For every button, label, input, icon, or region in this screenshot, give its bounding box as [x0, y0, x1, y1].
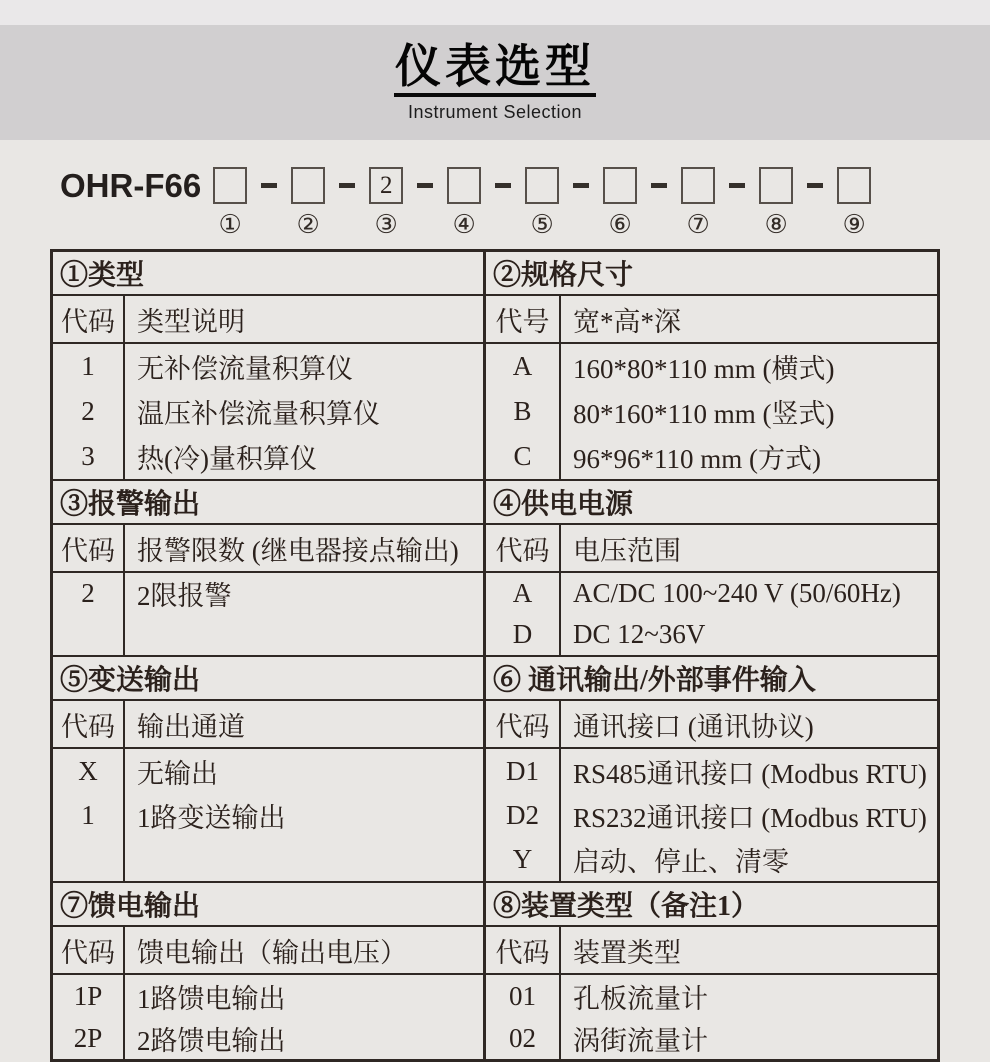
title-banner	[0, 25, 990, 140]
desc-cell: 1路馈电输出	[137, 983, 286, 1014]
desc-column-header: 报警限数 (继电器接点输出)	[137, 535, 459, 566]
code-column-header: 代码	[61, 937, 115, 968]
slot-marker-3: ③	[374, 210, 398, 240]
desc-column-header: 装置类型	[573, 937, 681, 968]
dash-separator	[637, 167, 681, 204]
code-column-header: 代码	[61, 306, 115, 337]
desc-column-header: 通讯接口 (通讯协议)	[573, 711, 814, 742]
section-title: ⑤变送输出	[60, 665, 201, 696]
slot-marker-8: ⑧	[764, 210, 788, 240]
slot-marker-4: ④	[452, 210, 476, 240]
model-prefix: OHR-F66	[60, 167, 202, 204]
code-column-header: 代码	[61, 711, 115, 742]
data-row-3-4	[53, 573, 937, 657]
desc-cell: 80*160*110 mm (竖式)	[573, 399, 835, 429]
desc-cell: 2限报警	[137, 581, 232, 611]
desc-cell: RS232通讯接口 (Modbus RTU)	[573, 802, 927, 833]
section-title: ⑧装置类型（备注1）	[493, 891, 760, 922]
section-header-row-1-2	[53, 252, 937, 296]
section-1-data	[53, 344, 483, 479]
section-5-column-headers	[53, 701, 483, 747]
code-box-5	[525, 167, 559, 204]
model-code-slot-9	[837, 167, 871, 239]
section-7-column-headers	[53, 927, 483, 973]
code-box-8	[759, 167, 793, 204]
section-header-row-3-4	[53, 481, 937, 525]
code-cell: B	[513, 396, 532, 426]
model-code-slot-1	[213, 167, 247, 239]
column-header-row-3-4	[53, 525, 937, 573]
section-8-column-headers	[486, 927, 937, 973]
code-column-header: 代码	[61, 535, 115, 566]
code-column-header: 代号	[495, 306, 550, 337]
desc-cell: 96*96*110 mm (方式)	[573, 444, 821, 474]
section-title: ③报警输出	[60, 489, 201, 520]
desc-cell: 160*80*110 mm (横式)	[573, 354, 835, 384]
desc-cell: 涡街流量计	[573, 1025, 708, 1056]
section-1-column-headers	[53, 296, 483, 342]
dash-separator	[325, 167, 369, 204]
code-cell: A	[512, 578, 533, 608]
desc-cell: 无补偿流量积算仪	[137, 354, 353, 384]
slot-marker-2: ②	[296, 210, 320, 240]
section-title: ①类型	[60, 260, 145, 291]
section-2-column-headers	[486, 296, 937, 342]
slot-marker-5: ⑤	[530, 210, 554, 240]
dash-separator	[403, 167, 447, 204]
section-2-header	[486, 252, 937, 294]
section-3-data	[53, 573, 483, 655]
section-title: ②规格尺寸	[493, 260, 634, 291]
dash-separator	[481, 167, 525, 204]
dash-separator	[247, 167, 291, 204]
slot-marker-9: ⑨	[842, 210, 866, 240]
section-7-data	[53, 975, 483, 1059]
desc-cell: 2路馈电输出	[137, 1025, 286, 1056]
desc-column-header: 宽*高*深	[573, 306, 681, 337]
slot-marker-1: ①	[218, 210, 242, 240]
desc-cell: 热(冷)量积算仪	[137, 444, 317, 474]
model-code-slot-2	[291, 167, 325, 239]
code-cell: D	[512, 619, 533, 649]
desc-column-header: 类型说明	[137, 306, 245, 337]
code-box-9	[837, 167, 871, 204]
code-cell: 01	[509, 980, 536, 1011]
code-cell: D1	[506, 755, 539, 786]
code-column-header: 代码	[495, 937, 550, 968]
desc-cell: RS485通讯接口 (Modbus RTU)	[573, 758, 927, 789]
desc-cell: 温压补偿流量积算仪	[137, 399, 380, 429]
section-7-header	[53, 883, 483, 925]
top-margin-strip	[0, 0, 990, 25]
dash-separator	[715, 167, 759, 204]
code-box-2	[291, 167, 325, 204]
section-title: ④供电电源	[493, 489, 634, 520]
column-header-row-1-2	[53, 296, 937, 344]
section-3-header	[53, 481, 483, 523]
slot-marker-6: ⑥	[608, 210, 632, 240]
section-4-column-headers	[486, 525, 937, 571]
section-6-column-headers	[486, 701, 937, 747]
desc-cell: 1路变送输出	[137, 802, 286, 833]
model-code-slot-8	[759, 167, 793, 239]
section-title: ⑦馈电输出	[60, 891, 201, 922]
column-header-row-5-6	[53, 701, 937, 749]
code-box-1	[213, 167, 247, 204]
page-subtitle: Instrument Selection	[407, 102, 583, 122]
code-box-3: 2	[369, 167, 403, 204]
model-code-slot-7	[681, 167, 715, 239]
code-cell: Y	[512, 843, 533, 874]
section-5-header	[53, 657, 483, 699]
model-code-slot-3	[369, 167, 403, 239]
code-box-6	[603, 167, 637, 204]
code-cell: 3	[81, 441, 95, 471]
code-cell: 2	[81, 578, 95, 608]
section-8-header	[486, 883, 937, 925]
desc-column-header: 馈电输出（输出电压）	[137, 937, 407, 968]
slot-marker-7: ⑦	[686, 210, 710, 240]
data-row-7-8	[53, 975, 937, 1059]
desc-column-header: 电压范围	[573, 535, 681, 566]
section-header-row-5-6	[53, 657, 937, 701]
code-cell: C	[513, 441, 532, 471]
model-code-slot-4	[447, 167, 481, 239]
code-box-4	[447, 167, 481, 204]
desc-column-header: 输出通道	[137, 711, 245, 742]
model-code-line	[60, 167, 990, 239]
section-5-data	[53, 749, 483, 881]
column-header-row-7-8	[53, 927, 937, 975]
data-row-1-2	[53, 344, 937, 481]
desc-cell: DC 12~36V	[573, 619, 706, 649]
code-cell: X	[78, 755, 98, 786]
code-cell: 1P	[73, 980, 103, 1011]
section-6-header	[486, 657, 937, 699]
section-1-header	[53, 252, 483, 294]
selection-table	[50, 249, 940, 1062]
desc-cell: AC/DC 100~240 V (50/60Hz)	[573, 578, 901, 608]
code-column-header: 代码	[495, 535, 550, 566]
section-6-data	[486, 749, 937, 881]
code-cell: 2P	[73, 1022, 103, 1053]
code-cell: D2	[506, 799, 539, 830]
section-3-column-headers	[53, 525, 483, 571]
section-4-data	[486, 573, 937, 655]
code-column-header: 代码	[495, 711, 550, 742]
section-title: ⑥ 通讯输出/外部事件输入	[493, 665, 816, 696]
dash-separator	[793, 167, 837, 204]
section-header-row-7-8	[53, 883, 937, 927]
code-cell: 1	[81, 351, 95, 381]
page-title: 仪表选型	[394, 40, 596, 97]
desc-cell: 启动、停止、清零	[573, 846, 789, 877]
code-box-7	[681, 167, 715, 204]
dash-separator	[559, 167, 603, 204]
desc-cell: 无输出	[137, 758, 218, 789]
section-4-header	[486, 481, 937, 523]
desc-cell: 孔板流量计	[573, 983, 708, 1014]
code-cell: A	[512, 351, 533, 381]
section-2-data	[486, 344, 937, 479]
section-8-data	[486, 975, 937, 1059]
code-cell: 2	[81, 396, 95, 426]
data-row-5-6	[53, 749, 937, 883]
code-cell: 1	[81, 799, 95, 830]
model-code-slot-6	[603, 167, 637, 239]
model-code-slot-5	[525, 167, 559, 239]
code-cell: 02	[509, 1022, 536, 1053]
